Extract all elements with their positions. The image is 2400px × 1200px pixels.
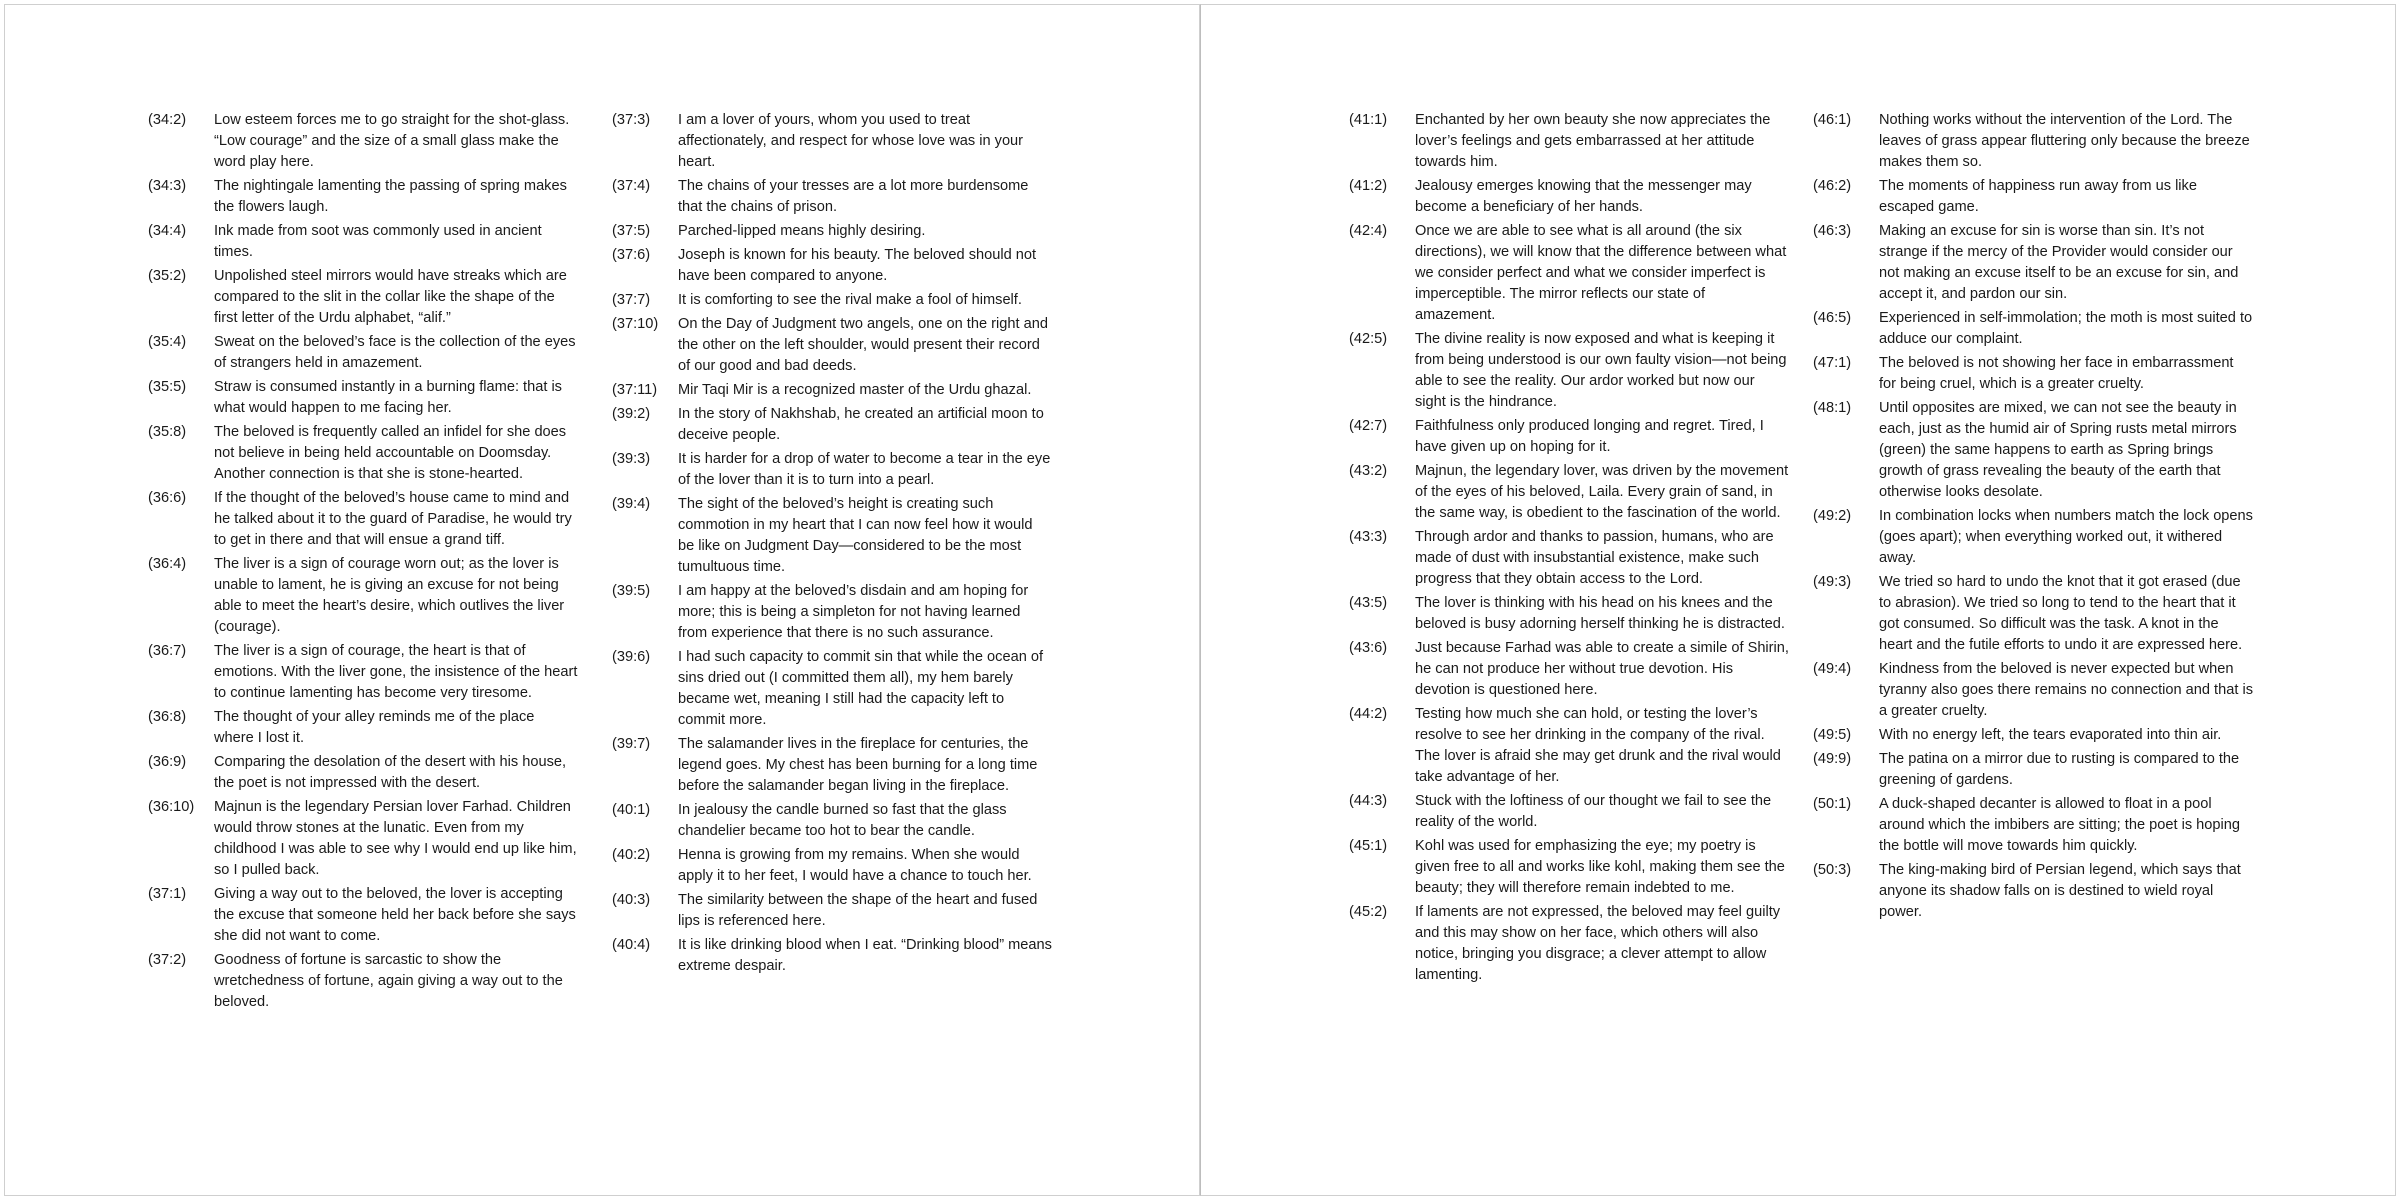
note-entry [1349, 704, 1789, 788]
note-entry [148, 422, 578, 485]
note-text: The lover is thinking with his head on his knees and the beloved is busy adorning herself thinking he is distracted. [1415, 595, 1785, 632]
note-reference: (43:6) [1349, 640, 1388, 656]
note-reference: (37:11) [612, 382, 658, 398]
note-text: The liver is a sign of courage worn out; as the lover is unable to lament, he is giving an excuse for not being able to meet the heart’s desire, which outlives the liver (courage). [214, 556, 565, 635]
note-entry [1813, 353, 2253, 395]
note-reference: (36:8) [148, 709, 187, 725]
note-text: I had such capacity to commit sin that while the ocean of sins dried out (I committed them all), my hem barely became wet, meaning I still had the capacity left to commit more. [678, 649, 1044, 728]
note-reference: (46:2) [1813, 178, 1852, 194]
note-entry [612, 800, 1052, 842]
note-reference: (37:7) [612, 292, 651, 308]
note-entry [148, 641, 578, 704]
note-reference: (36:6) [148, 490, 187, 506]
note-text: Giving a way out to the beloved, the lover is accepting the excuse that someone held her back before she says she did not want to come. [214, 886, 576, 944]
note-reference: (36:7) [148, 643, 187, 659]
note-text: The chains of your tresses are a lot more burdensome that the chains of prison. [678, 178, 1029, 215]
note-reference: (36:4) [148, 556, 187, 572]
left-page [4, 4, 1200, 1196]
note-text: A duck-shaped decanter is allowed to float in a pool around which the imbibers are sitting; the poet is hoping the bottle will move towards him quickly. [1879, 796, 2241, 854]
note-entry [1813, 749, 2253, 791]
note-reference: (40:4) [612, 937, 651, 953]
note-text: Enchanted by her own beauty she now appreciates the lover’s feelings and gets embarrassed at her attitude towards him. [1415, 112, 1771, 170]
note-text: Majnun is the legendary Persian lover Farhad. Children would throw stones at the lunatic. Even from my childhood I was able to see why I would end up like him, so I pulled back. [214, 799, 577, 878]
note-entry [1349, 416, 1789, 458]
note-entry [1349, 593, 1789, 635]
note-text: Making an excuse for sin is worse than sin. It’s not strange if the mercy of the Provider would consider our not making an excuse itself to be an excuse for sin, and accept it, and pardon our sin. [1879, 223, 2239, 302]
note-entry [148, 488, 578, 551]
note-text: I am a lover of yours, whom you used to treat affectionately, and respect for whose love was in your heart. [678, 112, 1024, 170]
note-reference: (41:1) [1349, 112, 1388, 128]
note-entry [148, 377, 578, 419]
note-entry [148, 332, 578, 374]
note-entry [1349, 461, 1789, 524]
note-entry [148, 950, 578, 1013]
note-entry [1813, 308, 2253, 350]
note-text: Sweat on the beloved’s face is the collection of the eyes of strangers held in amazement. [214, 334, 576, 371]
note-text: Henna is growing from my remains. When she would apply it to her feet, I would have a chance to touch her. [678, 847, 1032, 884]
left-page-column-1 [148, 110, 578, 1016]
note-text: The beloved is not showing her face in embarrassment for being cruel, which is a greater cruelty. [1879, 355, 2234, 392]
note-reference: (39:6) [612, 649, 651, 665]
note-text: Comparing the desolation of the desert with his house, the poet is not impressed with the desert. [214, 754, 567, 791]
note-reference: (35:4) [148, 334, 187, 350]
note-text: The liver is a sign of courage, the heart is that of emotions. With the liver gone, the insistence of the heart to continue lamenting has become very tiresome. [214, 643, 578, 701]
note-text: On the Day of Judgment two angels, one on the right and the other on the left shoulder, would present their record of our good and bad deeds. [678, 316, 1048, 374]
note-entry [1813, 860, 2253, 923]
note-entry [1349, 527, 1789, 590]
note-entry [1349, 176, 1789, 218]
note-reference: (39:5) [612, 583, 651, 599]
note-reference: (39:4) [612, 496, 651, 512]
note-entry [612, 110, 1052, 173]
note-reference: (40:2) [612, 847, 651, 863]
note-text: Until opposites are mixed, we can not see the beauty in each, just as the humid air of Spring rusts metal mirrors (green) the same happens to earth as Spring brings growth of grass revealing the beauty of the earth that otherwise looks desolate. [1879, 400, 2237, 500]
note-entry [148, 752, 578, 794]
note-entry [612, 581, 1052, 644]
right-page-column-1 [1349, 110, 1789, 989]
note-text: The salamander lives in the fireplace for centuries, the legend goes. My chest has been burning for a long time before the salamander began living in the fireplace. [678, 736, 1038, 794]
note-reference: (41:2) [1349, 178, 1388, 194]
note-reference: (44:2) [1349, 706, 1388, 722]
note-reference: (40:1) [612, 802, 651, 818]
note-text: I am happy at the beloved’s disdain and am hoping for more; this is being a simpleton for not having learned from experience that there is no such assurance. [678, 583, 1029, 641]
note-reference: (34:3) [148, 178, 187, 194]
note-text: In jealousy the candle burned so fast that the glass chandelier became too hot to bear the candle. [678, 802, 1007, 839]
note-text: In the story of Nakhshab, he created an artificial moon to deceive people. [678, 406, 1044, 443]
note-entry [612, 245, 1052, 287]
note-reference: (35:2) [148, 268, 187, 284]
note-entry [612, 647, 1052, 731]
note-reference: (46:5) [1813, 310, 1852, 326]
note-text: The thought of your alley reminds me of the place where I lost it. [214, 709, 535, 746]
note-reference: (49:4) [1813, 661, 1852, 677]
note-entry [1349, 221, 1789, 326]
note-entry [148, 797, 578, 881]
note-reference: (39:2) [612, 406, 651, 422]
note-text: The king-making bird of Persian legend, which says that anyone its shadow falls on is destined to wield royal power. [1879, 862, 2241, 920]
note-text: Nothing works without the intervention of the Lord. The leaves of grass appear fluttering only because the breeze makes them so. [1879, 112, 2250, 170]
note-entry [612, 734, 1052, 797]
note-text: If the thought of the beloved’s house came to mind and he talked about it to the guard of Paradise, he would try to get in there and that will ensue a grand tiff. [214, 490, 572, 548]
note-reference: (37:10) [612, 316, 659, 332]
note-text: Joseph is known for his beauty. The beloved should not have been compared to anyone. [678, 247, 1037, 284]
note-entry [1813, 506, 2253, 569]
note-text: Mir Taqi Mir is a recognized master of the Urdu ghazal. [678, 382, 1032, 398]
note-reference: (34:2) [148, 112, 187, 128]
note-text: If laments are not expressed, the beloved may feel guilty and this may show on her face, which others will also notice, bringing you disgrace; a clever attempt to allow lamenting. [1415, 904, 1781, 983]
note-text: It is comforting to see the rival make a fool of himself. [678, 292, 1022, 308]
note-reference: (39:3) [612, 451, 651, 467]
note-text: We tried so hard to undo the knot that it got erased (due to abrasion). We tried so long to tend to the heart that it got consumed. So difficult was the task. A knot in the heart and the futile efforts to undo it are expressed here. [1879, 574, 2243, 653]
note-text: Unpolished steel mirrors would have streaks which are compared to the slit in the collar like the shape of the first letter of the Urdu alphabet, “alif.” [214, 268, 567, 326]
note-entry [1813, 176, 2253, 218]
note-text: Just because Farhad was able to create a simile of Shirin, he can not produce her without true devotion. His devotion is questioned here. [1415, 640, 1789, 698]
note-entry [148, 707, 578, 749]
note-entry [1813, 221, 2253, 305]
note-reference: (42:4) [1349, 223, 1388, 239]
note-reference: (43:5) [1349, 595, 1388, 611]
note-text: Ink made from soot was commonly used in ancient times. [214, 223, 542, 260]
note-text: Majnun, the legendary lover, was driven by the movement of the eyes of his beloved, Laila. Every grain of sand, in the same way, is obedient to the fascination of the world. [1415, 463, 1789, 521]
note-reference: (37:2) [148, 952, 187, 968]
note-reference: (45:2) [1349, 904, 1388, 920]
left-page-column-2 [612, 110, 1052, 980]
note-text: Testing how much she can hold, or testing the lover’s resolve to see her drinking in the company of the rival. The lover is afraid she may get drunk and the rival would take advantage of her. [1415, 706, 1781, 785]
note-text: The similarity between the shape of the heart and fused lips is referenced here. [678, 892, 1038, 929]
note-reference: (43:3) [1349, 529, 1388, 545]
right-page [1200, 4, 2396, 1196]
note-text: The patina on a mirror due to rusting is compared to the greening of gardens. [1879, 751, 2240, 788]
note-text: Through ardor and thanks to passion, humans, who are made of dust with insubstantial existence, make such progress that they obtain access to the Lord. [1415, 529, 1774, 587]
note-entry [1349, 329, 1789, 413]
note-entry [148, 554, 578, 638]
note-reference: (39:7) [612, 736, 651, 752]
right-page-column-2 [1813, 110, 2253, 926]
note-reference: (36:10) [148, 799, 195, 815]
note-reference: (46:3) [1813, 223, 1852, 239]
note-reference: (37:5) [612, 223, 651, 239]
note-entry [1349, 110, 1789, 173]
note-entry [1349, 836, 1789, 899]
note-entry [1813, 110, 2253, 173]
note-text: The sight of the beloved’s height is creating such commotion in my heart that I can now feel how it would be like on Judgment Day—considered to be the most tumultuous time. [678, 496, 1033, 575]
note-entry [612, 404, 1052, 446]
note-entry [1813, 398, 2253, 503]
note-entry [612, 845, 1052, 887]
note-text: Goodness of fortune is sarcastic to show the wretchedness of fortune, again giving a way out to the beloved. [214, 952, 563, 1010]
note-text: Kindness from the beloved is never expected but when tyranny also goes there remains no connection and that is a greater cruelty. [1879, 661, 2253, 719]
note-reference: (34:4) [148, 223, 187, 239]
note-text: The divine reality is now exposed and what is keeping it from being understood is our own faulty vision—not being able to see the reality. Our ardor worked but now our sight is the hindrance. [1415, 331, 1787, 410]
note-entry [1813, 725, 2253, 746]
note-reference: (36:9) [148, 754, 187, 770]
note-reference: (37:1) [148, 886, 187, 902]
note-text: Once we are able to see what is all around (the six directions), we will know that the difference between what we consider perfect and what we consider imperfect is imperceptible. The mirror reflects our state of amazement. [1415, 223, 1787, 323]
note-reference: (37:4) [612, 178, 651, 194]
note-entry [1813, 794, 2253, 857]
note-text: Straw is consumed instantly in a burning flame: that is what would happen to me facing her. [214, 379, 562, 416]
note-reference: (42:7) [1349, 418, 1388, 434]
note-text: Low esteem forces me to go straight for the shot-glass. “Low courage” and the size of a small glass make the word play here. [214, 112, 570, 170]
note-text: In combination locks when numbers match the lock opens (goes apart); when everything worked out, it withered away. [1879, 508, 2253, 566]
note-entry [612, 176, 1052, 218]
note-entry [612, 314, 1052, 377]
note-reference: (35:8) [148, 424, 187, 440]
note-text: The beloved is frequently called an infidel for she does not believe in being held accountable on Doomsday. Another connection is that she is stone-hearted. [214, 424, 567, 482]
note-text: Faithfulness only produced longing and regret. Tired, I have given up on hoping for it. [1415, 418, 1764, 455]
note-entry [148, 176, 578, 218]
note-text: The moments of happiness run away from us like escaped game. [1879, 178, 2197, 215]
note-text: Jealousy emerges knowing that the messenger may become a beneficiary of her hands. [1415, 178, 1752, 215]
note-reference: (45:1) [1349, 838, 1388, 854]
note-reference: (37:3) [612, 112, 651, 128]
note-reference: (50:3) [1813, 862, 1852, 878]
note-text: Experienced in self-immolation; the moth is most suited to adduce our complaint. [1879, 310, 2253, 347]
note-reference: (46:1) [1813, 112, 1852, 128]
note-entry [1349, 791, 1789, 833]
note-text: The nightingale lamenting the passing of spring makes the flowers laugh. [214, 178, 567, 215]
note-reference: (43:2) [1349, 463, 1388, 479]
note-entry [612, 935, 1052, 977]
note-reference: (49:2) [1813, 508, 1852, 524]
note-text: Stuck with the loftiness of our thought we fail to see the reality of the world. [1415, 793, 1772, 830]
note-reference: (37:6) [612, 247, 651, 263]
note-entry [148, 221, 578, 263]
note-entry [148, 266, 578, 329]
note-entry [612, 380, 1052, 401]
note-reference: (49:9) [1813, 751, 1852, 767]
note-entry [1349, 902, 1789, 986]
note-entry [148, 110, 578, 173]
note-entry [612, 449, 1052, 491]
note-entry [612, 221, 1052, 242]
note-entry [148, 884, 578, 947]
note-text: It is harder for a drop of water to become a tear in the eye of the lover than it is to turn into a pearl. [678, 451, 1051, 488]
note-entry [1813, 659, 2253, 722]
note-reference: (44:3) [1349, 793, 1388, 809]
note-reference: (49:5) [1813, 727, 1852, 743]
note-text: Parched-lipped means highly desiring. [678, 223, 926, 239]
note-reference: (40:3) [612, 892, 651, 908]
note-reference: (47:1) [1813, 355, 1852, 371]
note-text: Kohl was used for emphasizing the eye; my poetry is given free to all and works like kohl, making them see the beauty; they will therefore remain indebted to me. [1415, 838, 1785, 896]
note-text: With no energy left, the tears evaporated into thin air. [1879, 727, 2222, 743]
note-entry [612, 494, 1052, 578]
note-entry [612, 890, 1052, 932]
note-text: It is like drinking blood when I eat. “Drinking blood” means extreme despair. [678, 937, 1052, 974]
note-reference: (49:3) [1813, 574, 1852, 590]
note-entry [612, 290, 1052, 311]
note-entry [1349, 638, 1789, 701]
note-reference: (48:1) [1813, 400, 1852, 416]
note-entry [1813, 572, 2253, 656]
note-reference: (50:1) [1813, 796, 1852, 812]
note-reference: (35:5) [148, 379, 187, 395]
note-reference: (42:5) [1349, 331, 1388, 347]
